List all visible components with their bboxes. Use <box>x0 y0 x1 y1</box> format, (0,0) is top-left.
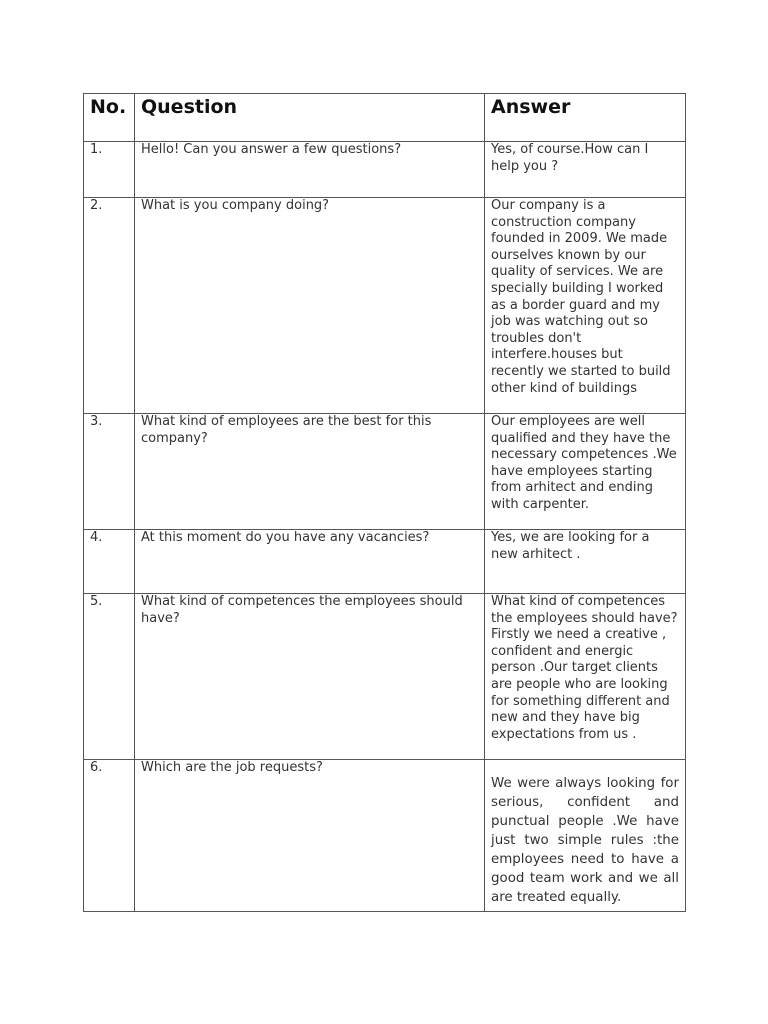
row-number: 6. <box>84 760 135 912</box>
row-number: 4. <box>84 530 135 594</box>
question-cell: What is you company doing? <box>135 198 485 414</box>
table-row <box>84 530 686 594</box>
row-number: 5. <box>84 594 135 760</box>
answer-cell: Yes, we are looking for a new arhitect . <box>485 530 686 594</box>
answer-cell: Our company is a construction company founded in 2009. We made ourselves known by our quality of services. We are specially building I worked as a border guard and my job was watching out so troubles don't interfere.houses but recently we started to build other kind of buildings <box>485 198 686 414</box>
table-row <box>84 198 686 414</box>
question-cell: What kind of competences the employees should have? <box>135 594 485 760</box>
table-header-row <box>84 94 686 142</box>
question-cell: At this moment do you have any vacancies? <box>135 530 485 594</box>
answer-cell: Our employees are well qualified and they have the necessary competences .We have employees starting from arhitect and ending with carpenter. <box>485 414 686 530</box>
row-number: 1. <box>84 142 135 198</box>
table-row <box>84 414 686 530</box>
row-number: 3. <box>84 414 135 530</box>
header-answer: Answer <box>485 94 686 142</box>
header-no: No. <box>84 94 135 142</box>
table-row <box>84 760 686 912</box>
table-row <box>84 594 686 760</box>
table-row <box>84 142 686 198</box>
row-number: 2. <box>84 198 135 414</box>
question-cell: Which are the job requests? <box>135 760 485 912</box>
question-cell: Hello! Can you answer a few questions? <box>135 142 485 198</box>
header-question: Question <box>135 94 485 142</box>
answer-cell: Yes, of course.How can I help you ? <box>485 142 686 198</box>
answer-cell: What kind of competences the employees should have? Firstly we need a creative , confident and energic person .Our target clients are people who are looking for something different and new and they have big expectations from us . <box>485 594 686 760</box>
qa-table <box>83 93 686 912</box>
question-cell: What kind of employees are the best for this company? <box>135 414 485 530</box>
answer-cell: We were always looking for serious, confident and punctual people .We have just two simple rules :the employees need to have a good team work and we all are treated equally. <box>485 760 686 912</box>
